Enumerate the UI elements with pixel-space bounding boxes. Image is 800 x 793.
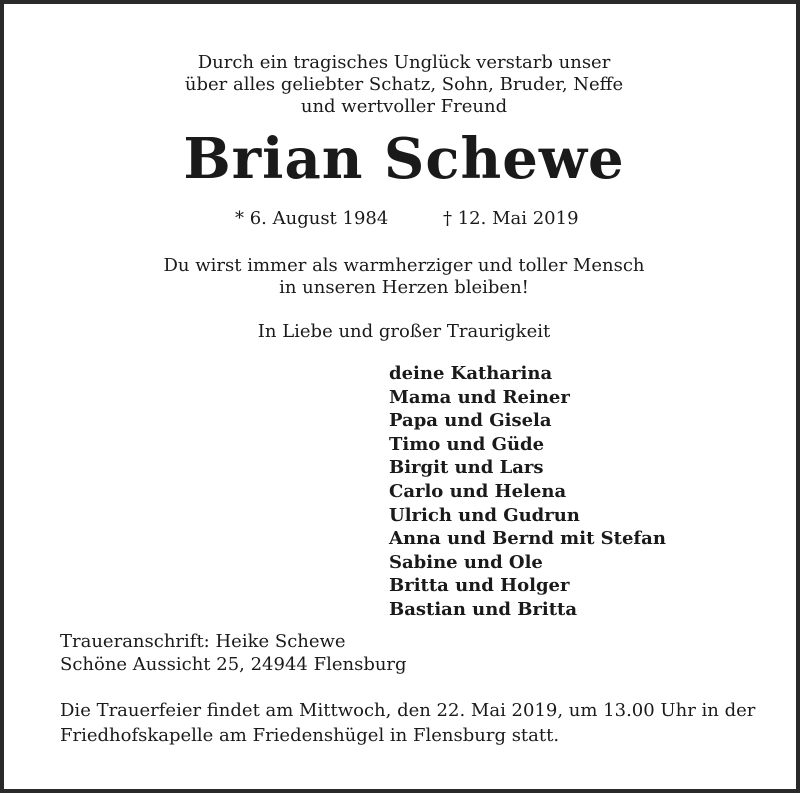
farewell-line: In Liebe und großer Traurigkeit	[257, 321, 551, 342]
ceremony-line: Die Trauerfeier findet am Mittwoch, den 22. Mai 2019, um 13.00 Uhr in der	[60, 700, 756, 721]
funeral-ceremony-info	[60, 698, 755, 748]
mourner-name: Ulrich und Gudrun	[389, 504, 580, 526]
address-line: Traueranschrift: Heike Schewe	[60, 631, 346, 652]
deceased-name: Brian Schewe	[183, 126, 625, 192]
mourner-name: Sabine und Ole	[389, 551, 543, 573]
mourner-name: Britta und Holger	[389, 575, 570, 597]
mourning-address	[60, 630, 407, 676]
intro-text	[4, 52, 800, 118]
ceremony-line: Friedhofskapelle am Friedenshügel in Flensburg statt.	[60, 725, 560, 746]
quote-line: Du wirst immer als warmherziger und toller Mensch	[163, 255, 645, 276]
mourner-name: Anna und Bernd mit Stefan	[389, 528, 666, 550]
mourners-list	[389, 362, 666, 622]
address-line: Schöne Aussicht 25, 24944 Flensburg	[60, 654, 407, 675]
memorial-quote	[4, 255, 800, 299]
death-date: † 12. Mai 2019	[443, 208, 579, 229]
mourner-name: Mama und Reiner	[389, 386, 570, 408]
birth-date: * 6. August 1984	[235, 208, 389, 229]
intro-line: und wertvoller Freund	[300, 96, 508, 117]
mourner-name: Bastian und Britta	[389, 598, 578, 620]
quote-line: in unseren Herzen bleiben!	[279, 277, 529, 298]
mourner-name: Papa und Gisela	[389, 410, 552, 432]
mourner-name: Carlo und Helena	[389, 480, 567, 502]
intro-line: Durch ein tragisches Unglück verstarb unser	[197, 52, 611, 73]
intro-line: über alles geliebter Schatz, Sohn, Bruder, Neffe	[184, 74, 624, 95]
mourner-name: deine Katharina	[389, 363, 553, 384]
mourner-name: Birgit und Lars	[389, 457, 544, 479]
mourner-name: Timo und Güde	[389, 433, 545, 455]
